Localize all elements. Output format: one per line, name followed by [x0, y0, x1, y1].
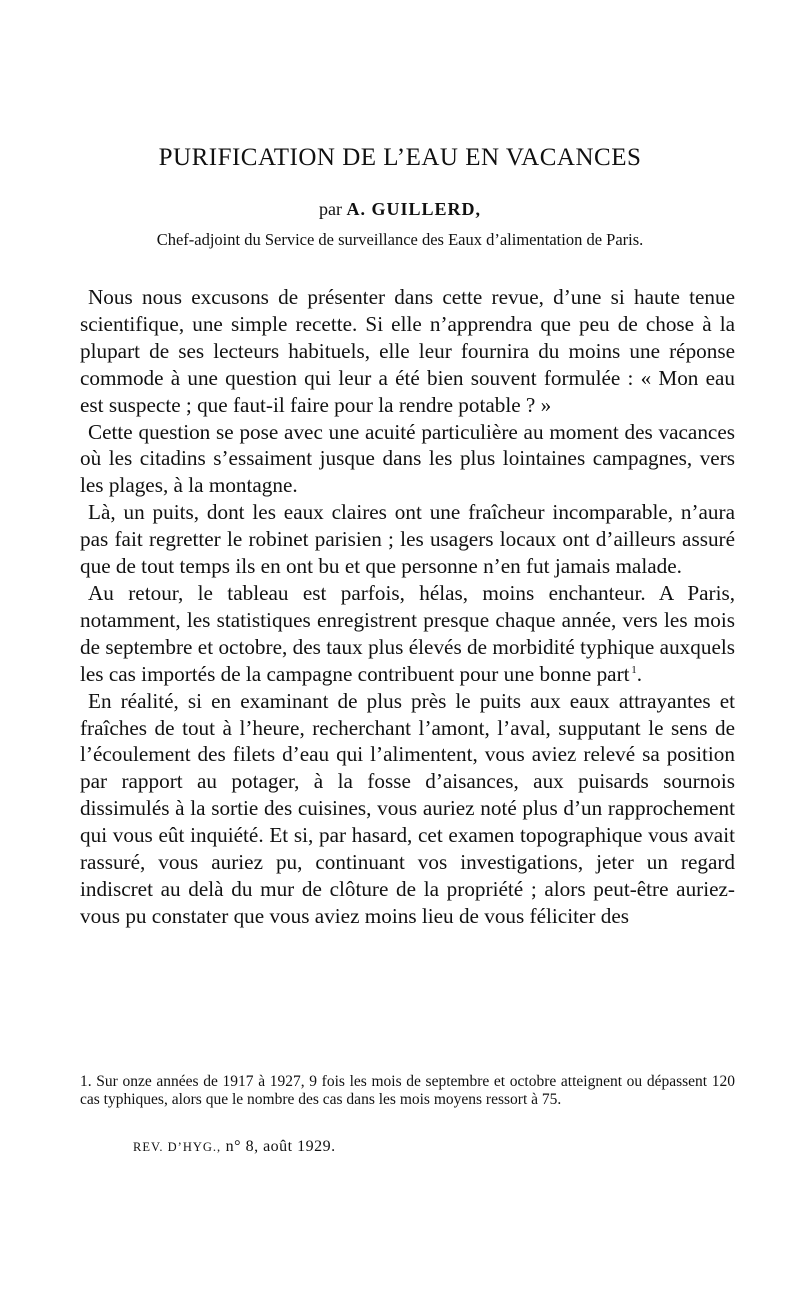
article-byline — [0, 199, 800, 220]
article-body — [80, 284, 735, 930]
body-paragraph-2: Cette question se pose avec une acuité particulière au moment des vacances où les citadins s’essaiment jusque dans les plus lointaines campagnes, vers les plages, à la montagne. — [80, 419, 735, 498]
article-title: PURIFICATION DE L’EAU EN VACANCES — [158, 144, 642, 171]
journal-abbreviation: REV. D’HYG., — [133, 1140, 222, 1154]
article-author: A. GUILLERD, — [346, 199, 481, 219]
body-paragraph-4 — [80, 580, 735, 688]
footnote-number: 1. — [80, 1073, 92, 1090]
body-paragraph-1: Nous nous excusons de présenter dans cette revue, d’une si haute tenue scientifique, une simple recette. Si elle n’apprendra que peu de chose à la plupart de ses lecteurs habituels, elle leur fournira du moins une réponse commode à une question qui leur a été bien souvent formulée : « Mon eau est suspecte ; que faut-il faire pour la rendre potable ? » — [80, 285, 735, 417]
body-paragraph-4-text: Au retour, le tableau est parfois, hélas, moins enchanteur. A Paris, notamment, les statistiques enregistrent presque chaque année, vers les mois de septembre et octobre, des taux plus élevés de morbidité typhique auxquels les cas importés de la campagne contribuent pour une bonne part — [80, 580, 735, 686]
journal-reference — [133, 1138, 336, 1156]
journal-issue: n° 8, août 1929. — [225, 1138, 336, 1155]
body-paragraph-3: Là, un puits, dont les eaux claires ont une fraîcheur incomparable, n’aura pas fait regretter le robinet parisien ; les usagers locaux ont d’ailleurs assuré que de tout temps ils en ont bu et que personne n’en fut jamais malade. — [80, 500, 735, 579]
footnote-reference: 1 — [631, 663, 637, 676]
body-paragraph-4-end: . — [636, 661, 643, 686]
footnote-text: Sur onze années de 1917 à 1927, 9 fois les mois de septembre et octobre atteignent ou dépassent 120 cas typhiques, alors que le nombre des cas dans les mois moyens ressort à 75. — [80, 1073, 736, 1108]
body-paragraph-5: En réalité, si en examinant de plus près le puits aux eaux attrayantes et fraîches de tout à l’heure, recherchant l’amont, l’aval, supputant le sens de l’écoulement des filets d’eau qui l’alimentent, vous aviez relevé sa position par rapport au potager, à la fosse d’aisances, aux puisards sournois dissimulés à la sortie des cuisines, vous auriez noté plus d’un rapprochement qui vous eût inquiété. Et si, par hasard, cet examen topographique vous avait rassuré, vous auriez pu, continuant vos investigations, jeter un regard indiscret au delà du mur de clôture de la propriété ; alors peut-être auriez-vous pu constater que vous aviez moins lieu de vous féliciter des — [80, 688, 735, 928]
byline-prefix: par — [318, 199, 342, 219]
author-affiliation: Chef-adjoint du Service de surveillance des Eaux d’alimentation de Paris. — [156, 230, 644, 249]
footnote — [80, 1073, 735, 1108]
